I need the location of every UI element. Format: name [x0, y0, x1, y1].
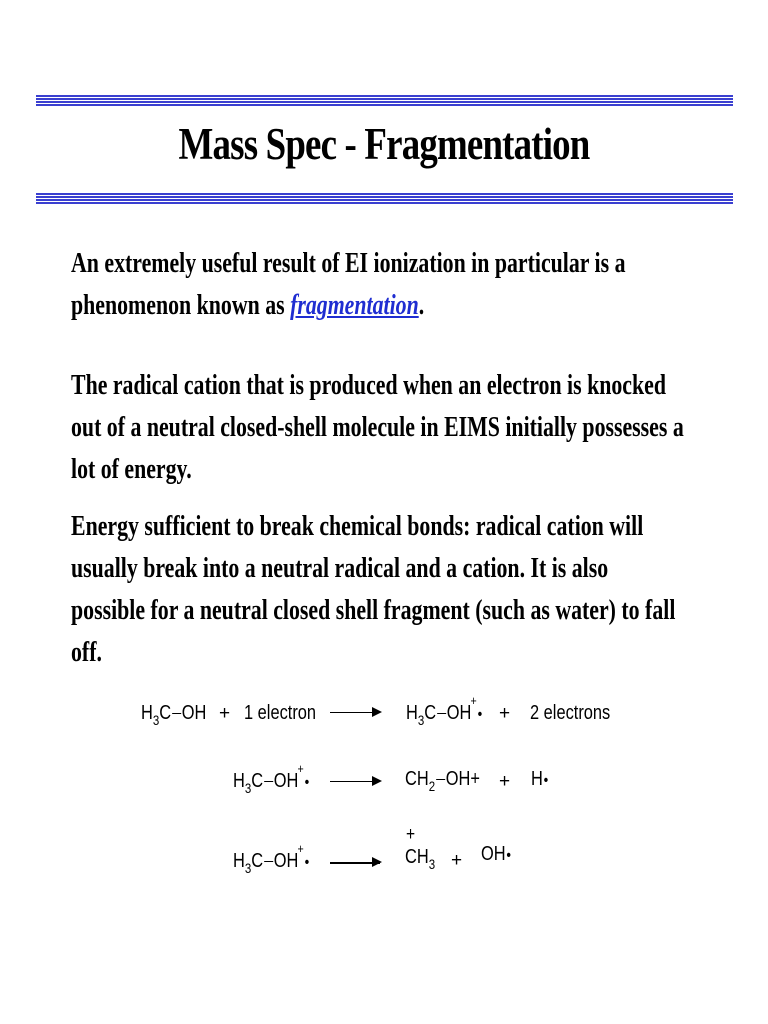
eq1-plus-2: +	[499, 703, 511, 724]
eq3-reactant-ion: $H_3C$ OH+•	[233, 841, 310, 876]
page-title: Mass Spec - Fragmentation	[178, 119, 590, 169]
eq1-plus-1: +	[219, 703, 231, 724]
eq2-arrow	[330, 781, 380, 782]
bond-break-paragraph: Energy sufficient to break chemical bonds: radical cation will usually break into a neutral radical and a cation. It is also possible for a neutral closed shell fragment (such as water) to fall off.	[71, 511, 676, 668]
eq2-reactant-ion: $H_3C$ OH+•	[233, 761, 310, 796]
intro-period: .	[418, 290, 425, 321]
eq1-arrow	[330, 712, 380, 713]
eq1-electrons: 2 electrons	[530, 702, 611, 724]
eq2-product-cation: $CH_2$ OH+	[405, 768, 480, 794]
fragmentation-link[interactable]: fragmentation	[290, 290, 419, 321]
intro-paragraph	[71, 243, 687, 327]
top-rule	[36, 95, 733, 107]
eq3-methyl-charge: +	[406, 824, 416, 845]
eq2-product-radical: H•	[531, 768, 549, 790]
eq3-plus: +	[451, 850, 463, 871]
eq3-hydroxyl-radical: OH•	[481, 843, 512, 865]
eq1-reactant: $H_3C$ OH	[141, 702, 207, 728]
eq3-methyl-cation: $CH_3$	[405, 846, 436, 872]
eq1-electron: 1 electron	[244, 702, 317, 724]
bottom-rule	[36, 193, 733, 205]
eq2-plus: +	[499, 771, 511, 792]
eq3-arrow	[330, 862, 380, 864]
eq1-product-ion: $H_3C$ OH+•	[406, 693, 483, 728]
intro-text: An extremely useful result of EI ionization in particular is a phenomenon known as	[71, 248, 626, 321]
radical-cation-paragraph: The radical cation that is produced when an electron is knocked out of a neutral closed-shell molecule in EIMS initially possesses a lot of energy.	[71, 370, 684, 485]
